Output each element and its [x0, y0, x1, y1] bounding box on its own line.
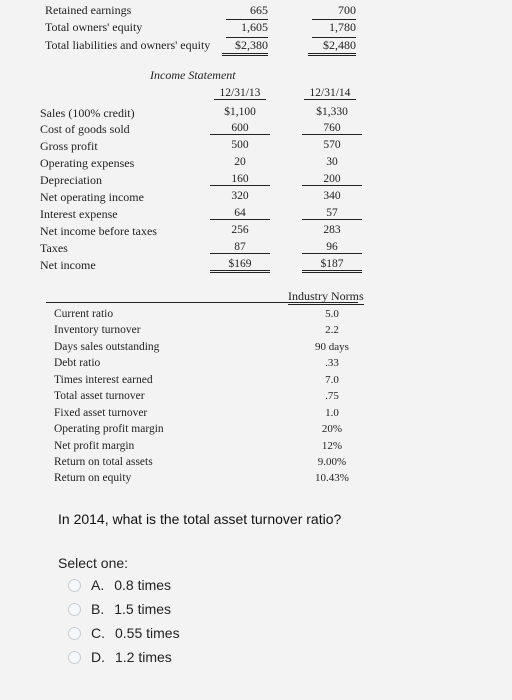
ratio-label: Inventory turnover: [54, 324, 141, 336]
radio-button[interactable]: [68, 579, 81, 592]
total-owners-equity-label: Total owners' equity: [45, 20, 143, 34]
industry-norm-value: 7.0: [325, 374, 339, 386]
income-row-2013: 600: [210, 122, 270, 135]
income-row-label: Interest expense: [40, 207, 118, 221]
income-row-label: Depreciation: [40, 173, 102, 187]
income-row-2014: 283: [323, 224, 341, 236]
divider: [312, 19, 356, 20]
industry-norm-value: .75: [325, 390, 339, 402]
industry-norm-value: 20%: [321, 423, 343, 435]
industry-norm-value: 9.00%: [317, 456, 347, 468]
ratio-label: Current ratio: [54, 308, 114, 320]
option-letter: C.: [91, 625, 105, 641]
income-row-2013: 20: [234, 156, 246, 168]
answer-option[interactable]: [68, 649, 172, 665]
answer-option[interactable]: [68, 625, 180, 641]
total-liabilities-2014: $2,480: [308, 38, 356, 56]
income-row-2014: $187: [302, 258, 362, 273]
income-row-2014: 570: [323, 139, 341, 151]
option-text: 0.8 times: [114, 577, 172, 593]
radio-button[interactable]: [68, 603, 81, 616]
ratio-label: Times interest earned: [54, 374, 153, 386]
industry-norm-value: 5.0: [325, 308, 339, 320]
option-letter: B.: [91, 601, 105, 617]
ratio-label: Net profit margin: [54, 440, 135, 452]
total-owners-equity-2013: 1,605: [241, 20, 268, 34]
income-row-label: Cost of goods sold: [40, 122, 130, 136]
income-row-label: Net operating income: [40, 190, 144, 204]
ratio-label: Debt ratio: [54, 357, 101, 369]
ratio-label: Total asset turnover: [54, 390, 145, 402]
income-row-2013: 320: [231, 190, 249, 202]
industry-norm-value: .33: [325, 357, 339, 369]
col-header-2014: 12/31/14: [304, 87, 356, 100]
option-letter: D.: [91, 649, 105, 665]
total-owners-equity-2014: 1,780: [329, 20, 356, 34]
income-row-2013: 64: [210, 207, 270, 220]
income-row-2014: $1,330: [316, 106, 348, 118]
income-row-2013: 500: [231, 139, 249, 151]
income-row-label: Operating expenses: [40, 156, 135, 170]
retained-earnings-label: Retained earnings: [45, 3, 132, 17]
income-row-2014: 96: [302, 241, 362, 254]
retained-earnings-2014: 700: [338, 3, 356, 17]
ratio-label: Return on equity: [54, 472, 132, 484]
income-row-label: Sales (100% credit): [40, 106, 135, 120]
income-row-label: Net income before taxes: [40, 224, 157, 238]
income-statement-title: Income Statement: [150, 68, 236, 82]
divider: [226, 37, 268, 38]
income-row-label: Taxes: [40, 241, 68, 255]
select-one-label: Select one:: [58, 555, 129, 571]
industry-norm-value: 1.0: [325, 407, 339, 419]
answer-option[interactable]: [68, 601, 171, 617]
income-row-2014: 57: [302, 207, 362, 220]
option-text: 1.5 times: [114, 601, 172, 617]
ratio-label: Days sales outstanding: [54, 341, 160, 353]
option-text: 0.55 times: [115, 625, 180, 641]
radio-button[interactable]: [68, 651, 81, 664]
ratio-label: Return on total assets: [54, 456, 153, 468]
divider: [312, 37, 356, 38]
ratio-label: Operating profit margin: [54, 423, 164, 435]
income-row-2013: $1,100: [224, 106, 256, 118]
option-letter: A.: [91, 577, 105, 593]
income-row-2013: 160: [210, 173, 270, 186]
question-text: In 2014, what is the total asset turnover ratio?: [58, 511, 342, 527]
ratio-label: Fixed asset turnover: [54, 407, 148, 419]
income-row-2013: 87: [210, 241, 270, 254]
income-row-label: Net income: [40, 258, 96, 272]
answer-option[interactable]: [68, 577, 171, 593]
divider: [226, 19, 268, 20]
retained-earnings-2013: 665: [250, 3, 268, 17]
income-row-2014: 340: [323, 190, 341, 202]
income-row-2014: 200: [302, 173, 362, 186]
col-header-2013: 12/31/13: [214, 87, 266, 100]
total-liabilities-2013: $2,380: [222, 38, 268, 56]
industry-norm-value: 2.2: [325, 324, 339, 336]
option-text: 1.2 times: [115, 649, 172, 665]
income-row-2013: $169: [210, 258, 270, 273]
income-row-2013: 256: [231, 224, 249, 236]
industry-norm-value: 90 days: [315, 341, 349, 353]
income-row-2014: 30: [326, 156, 338, 168]
total-liabilities-label: Total liabilities and owners' equity: [45, 38, 211, 52]
industry-norm-value: 10.43%: [315, 472, 349, 484]
income-row-2014: 760: [302, 122, 362, 135]
industry-norm-value: 12%: [321, 440, 343, 452]
industry-norms-header: Industry Norms: [288, 289, 364, 303]
radio-button[interactable]: [68, 627, 81, 640]
income-row-label: Gross profit: [40, 139, 98, 153]
